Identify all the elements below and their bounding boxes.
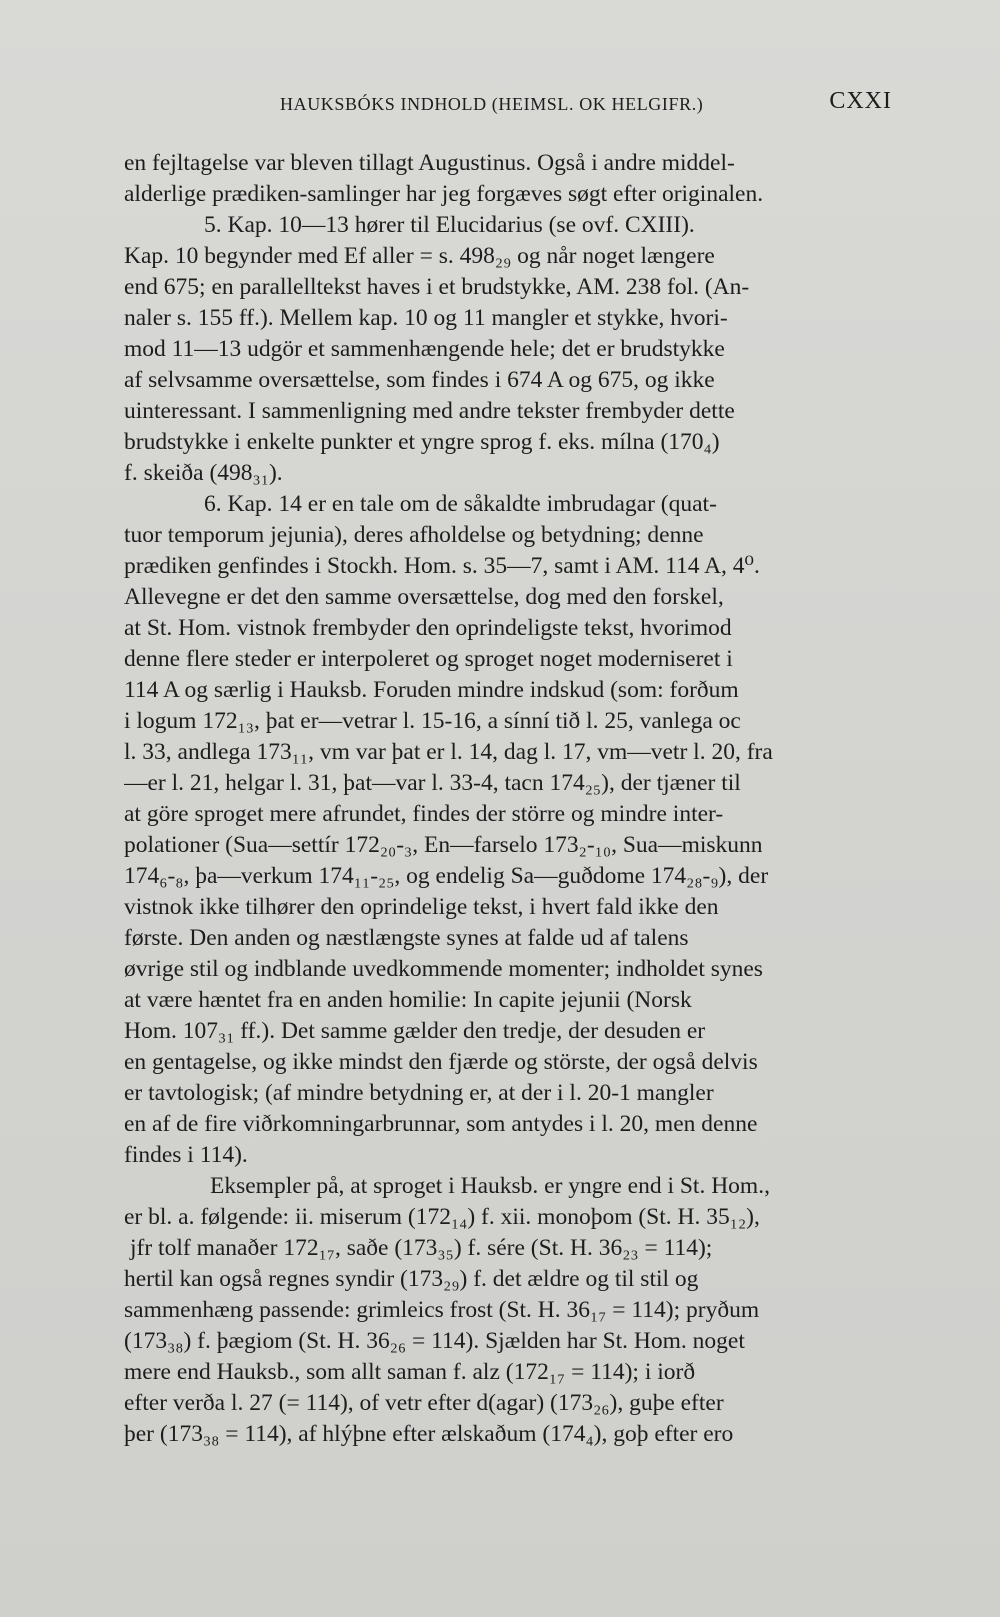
- text-line: tuor temporum jejunia), deres afholdelse og betydning; denne: [124, 522, 704, 548]
- text-line: 114 A og særlig i Hauksb. Foruden mindre indskud (som: forðum: [124, 677, 739, 703]
- text-line: polationer (Sua—settír 172₂₀-₃, En—farselo 173₂-₁₀, Sua—miskunn: [124, 832, 763, 858]
- text-line: —er l. 21, helgar l. 31, þat—var l. 33-4, tacn 174₂₅), der tjæner til: [124, 770, 741, 796]
- text-line: i logum 172₁₃, þat er—vetrar l. 15-16, a sínní tið l. 25, vanlega oc: [124, 708, 741, 734]
- text-line: l. 33, andlega 173₁₁, vm var þat er l. 14, dag l. 17, vm—vetr l. 20, fra: [124, 739, 773, 765]
- text-line: efter verða l. 27 (= 114), of vetr efter d(agar) (173₂₆), guþe efter: [124, 1390, 724, 1416]
- text-line: er bl. a. følgende: ii. miserum (172₁₄) f. xii. monoþom (St. H. 35₁₂),: [124, 1204, 760, 1230]
- text-line: mod 11—13 udgör et sammenhængende hele; det er brudstykke: [124, 336, 725, 362]
- text-line: brudstykke i enkelte punkter et yngre sprog f. eks. mílna (170₄): [124, 429, 720, 455]
- text-line: er tavtologisk; (af mindre betydning er, at der i l. 20-1 mangler: [124, 1080, 714, 1106]
- page-header: [280, 88, 892, 128]
- text-line: sammenhæng passende: grimleics frost (St. H. 36₁₇ = 114); pryðum: [124, 1297, 760, 1323]
- text-line: (173₃₈) f. þægiom (St. H. 36₂₆ = 114). Sjælden har St. Hom. noget: [124, 1328, 745, 1354]
- text-line: Hom. 107₃₁ ff.). Det samme gælder den tredje, der desuden er: [124, 1018, 706, 1044]
- text-line: første. Den anden og næstlængste synes at falde ud af talens: [124, 925, 689, 951]
- text-line: vistnok ikke tilhører den oprindelige tekst, i hvert fald ikke den: [124, 894, 719, 920]
- text-line: Eksempler på, at sproget i Hauksb. er yngre end i St. Hom.,: [210, 1173, 770, 1199]
- page-number: CXXI: [829, 88, 892, 114]
- text-line: denne flere steder er interpoleret og sproget noget moderniseret i: [124, 646, 733, 672]
- text-line: 5. Kap. 10—13 hører til Elucidarius (se ovf. CXIII).: [204, 212, 695, 238]
- text-line: f. skeiða (498₃₁).: [124, 460, 283, 486]
- body-text: [124, 148, 889, 1450]
- running-head: HAUKSBÓKS INDHOLD (HEIMSL. OK HELGIFR.): [280, 94, 704, 114]
- text-line: en fejltagelse var bleven tillagt Augustinus. Også i andre middel-: [124, 150, 735, 176]
- text-line: Kap. 10 begynder med Ef aller = s. 498₂₉ og når noget længere: [124, 243, 715, 269]
- text-line: en af de fire viðrkomningarbrunnar, som antydes i l. 20, men denne: [124, 1111, 758, 1137]
- text-line: uinteressant. I sammenligning med andre tekster frembyder dette: [124, 398, 735, 424]
- text-line: jfr tolf manaðer 172₁₇, saðe (173₃₅) f. sére (St. H. 36₂₃ = 114);: [130, 1235, 713, 1261]
- text-line: naler s. 155 ff.). Mellem kap. 10 og 11 mangler et stykke, hvori-: [124, 305, 728, 331]
- text-line: af selvsamme oversættelse, som findes i 674 A og 675, og ikke: [124, 367, 715, 393]
- text-line: en gentagelse, og ikke mindst den fjærde og störste, der også delvis: [124, 1049, 758, 1075]
- text-line: end 675; en parallelltekst haves i et brudstykke, AM. 238 fol. (An-: [124, 274, 750, 300]
- text-line: 174₆-₈, þa—verkum 174₁₁-₂₅, og endelig Sa—guðdome 174₂₈-₉), der: [124, 863, 769, 889]
- text-line: at St. Hom. vistnok frembyder den oprindeligste tekst, hvorimod: [124, 615, 732, 641]
- text-line: at være hæntet fra en anden homilie: In capite jejunii (Norsk: [124, 987, 692, 1013]
- text-line: 6. Kap. 14 er en tale om de såkaldte imbrudagar (quat-: [204, 491, 717, 517]
- text-line: þer (173₃₈ = 114), af hlýþne efter ælskaðum (174₄), goþ efter ero: [124, 1421, 734, 1447]
- text-line: øvrige stil og indblande uvedkommende momenter; indholdet synes: [124, 956, 763, 982]
- text-line: at göre sproget mere afrundet, findes der större og mindre inter-: [124, 801, 724, 827]
- text-line: prædiken genfindes i Stockh. Hom. s. 35—7, samt i AM. 114 A, 4⁰.: [124, 553, 760, 579]
- text-line: alderlige prædiken-samlinger har jeg forgæves søgt efter originalen.: [124, 181, 764, 207]
- text-line: Allevegne er det den samme oversættelse, dog med den forskel,: [124, 584, 724, 610]
- text-line: hertil kan også regnes syndir (173₂₉) f. det ældre og til stil og: [124, 1266, 699, 1292]
- text-line: mere end Hauksb., som allt saman f. alz (172₁₇ = 114); i iorð: [124, 1359, 696, 1385]
- text-line: findes i 114).: [124, 1142, 248, 1168]
